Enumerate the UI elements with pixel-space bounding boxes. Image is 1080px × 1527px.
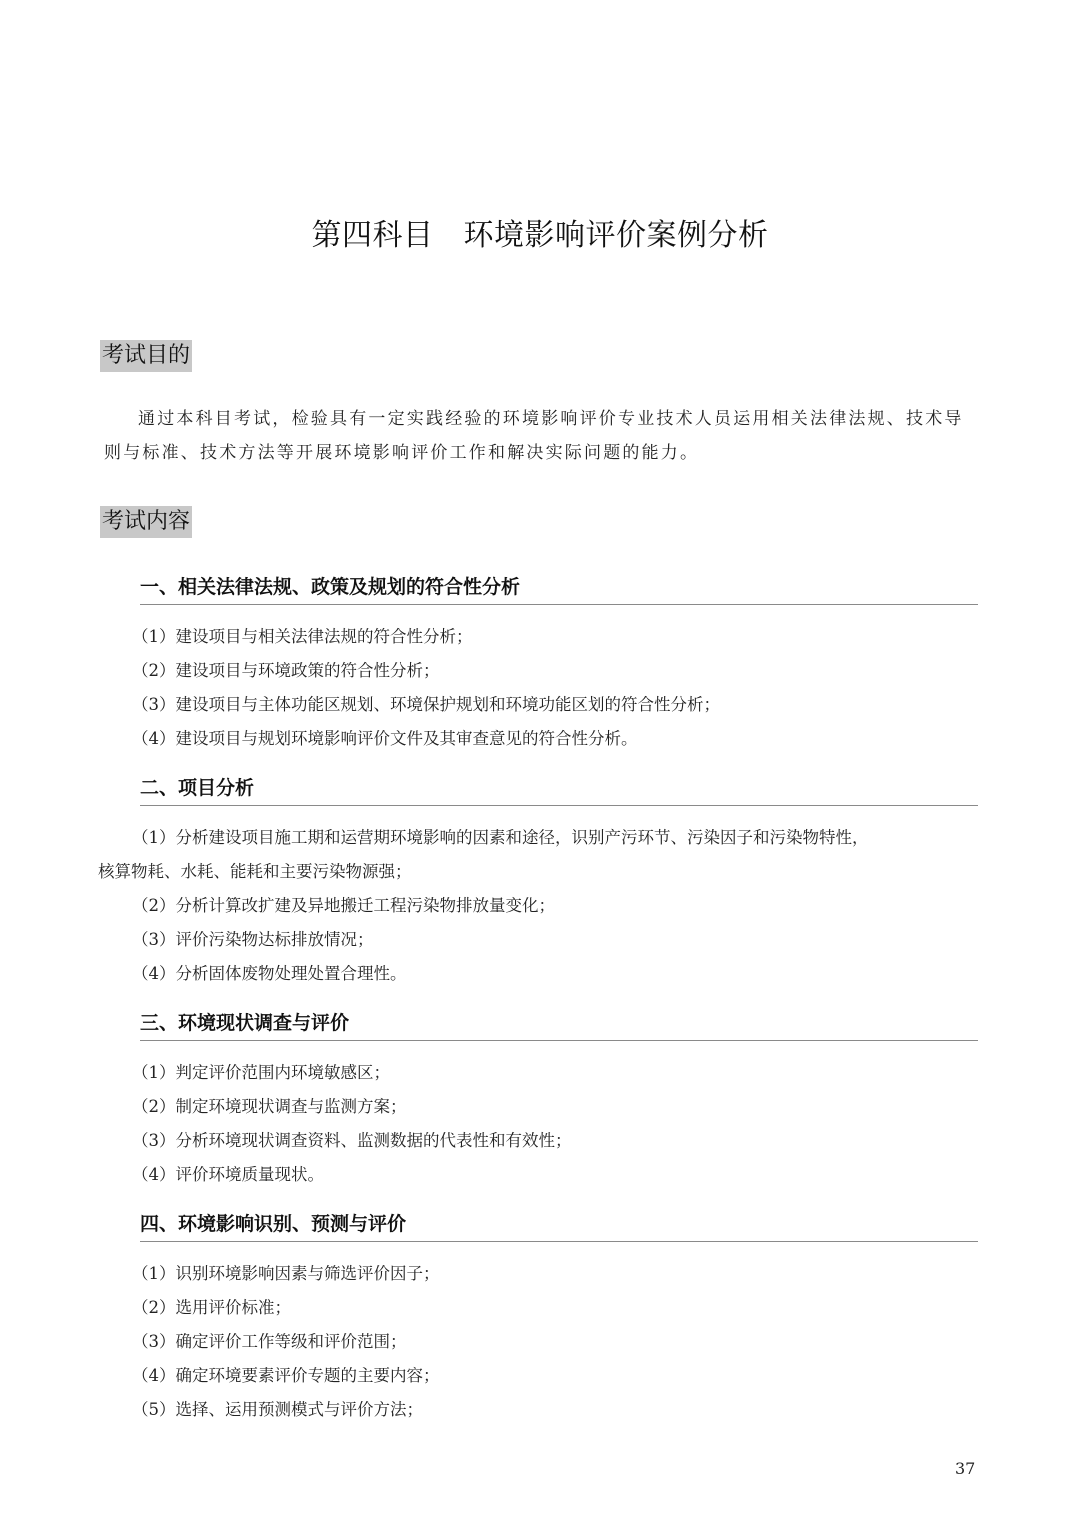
- list-item: （4）分析固体废物处理处置合理性。: [132, 964, 407, 983]
- exam-content-label: 考试内容: [100, 506, 192, 538]
- subsection-impact-prediction: [132, 1209, 978, 1427]
- list-item: （4）确定环境要素评价专题的主要内容；: [132, 1366, 440, 1385]
- subsection-status-survey: [132, 1008, 978, 1192]
- list-item-continuation: 核算物耗、水耗、能耗和主要污染物源强；: [98, 862, 412, 881]
- subsection-compliance: [132, 572, 978, 756]
- list-item: （2）选用评价标准；: [132, 1298, 291, 1317]
- page-title: [0, 214, 1080, 258]
- subsection-project-analysis: [98, 773, 978, 991]
- item-list: [132, 620, 978, 756]
- subsection-heading: 一、相关法律法规、政策及规划的符合性分析: [140, 572, 978, 605]
- list-item: （1）识别环境影响因素与筛选评价因子；: [132, 1264, 440, 1283]
- list-item: （3）确定评价工作等级和评价范围；: [132, 1332, 407, 1351]
- list-item: （1）建设项目与相关法律法规的符合性分析；: [132, 627, 473, 646]
- subsection-heading: 三、环境现状调查与评价: [140, 1008, 978, 1041]
- list-item: （3）分析环境现状调查资料、监测数据的代表性和有效性；: [132, 1131, 572, 1150]
- list-item: [98, 821, 978, 889]
- page-title-subject: 第四科目: [311, 218, 434, 253]
- list-item: （2）建设项目与环境政策的符合性分析；: [132, 661, 440, 680]
- subsection-heading: 四、环境影响识别、预测与评价: [140, 1209, 978, 1242]
- list-item: （2）分析计算改扩建及异地搬迁工程污染物排放量变化；: [132, 896, 555, 915]
- list-item-text: （1）分析建设项目施工期和运营期环境影响的因素和途径，识别产污环节、污染因子和污染物特性，: [132, 828, 869, 847]
- list-item: （4）建设项目与规划环境影响评价文件及其审查意见的符合性分析。: [132, 729, 638, 748]
- page-title-name: 环境影响评价案例分析: [463, 218, 769, 253]
- exam-purpose-label: 考试目的: [100, 340, 192, 372]
- list-item: （4）评价环境质量现状。: [132, 1165, 324, 1184]
- list-item: （1）判定评价范围内环境敏感区；: [132, 1063, 390, 1082]
- list-item: （3）评价污染物达标排放情况；: [132, 930, 374, 949]
- item-list: [132, 1056, 978, 1192]
- list-item: （3）建设项目与主体功能区规划、环境保护规划和环境功能区划的符合性分析；: [132, 695, 720, 714]
- item-list: [132, 1257, 978, 1427]
- subsection-heading: 二、项目分析: [140, 773, 978, 806]
- item-list: [98, 821, 978, 991]
- list-item: （5）选择、运用预测模式与评价方法；: [132, 1400, 423, 1419]
- page-number: 37: [955, 1459, 976, 1478]
- list-item: （2）制定环境现状调查与监测方案；: [132, 1097, 407, 1116]
- exam-purpose-paragraph: 通过本科目考试，检验具有一定实践经验的环境影响评价专业技术人员运用相关法律法规、技术导则与标准、技术方法等开展环境影响评价工作和解决实际问题的能力。: [104, 409, 964, 463]
